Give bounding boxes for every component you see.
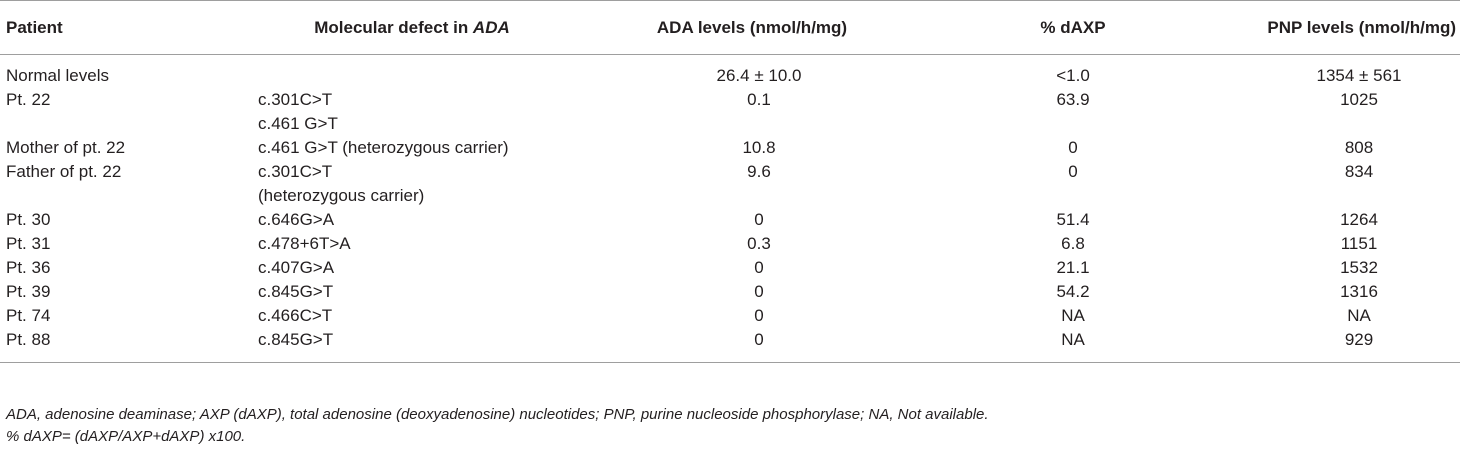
table-row — [0, 256, 1460, 280]
header-patient: Patient — [0, 1, 252, 55]
cell-pnp-level — [1214, 184, 1460, 208]
cell-ada-level — [572, 112, 932, 136]
cell-patient: Mother of pt. 22 — [6, 138, 126, 157]
cell-pnp-level: 1354 ± 561 — [1316, 66, 1402, 85]
footnote-formula: % dAXP= (dAXP/AXP+dAXP) x100. — [6, 428, 246, 445]
cell-pnp-level: 1151 — [1340, 234, 1378, 253]
cell-pnp-level — [1214, 112, 1460, 136]
cell-patient — [0, 112, 252, 136]
cell-ada-level: 9.6 — [747, 162, 771, 181]
cell-patient: Pt. 31 — [6, 234, 51, 253]
cell-pnp-level: NA — [1347, 306, 1371, 325]
cell-molecular-defect: c.301C>T — [258, 90, 333, 109]
table-row — [0, 304, 1460, 328]
cell-pnp-level: 1264 — [1340, 210, 1378, 229]
cell-ada-level: 26.4 ± 10.0 — [716, 66, 802, 85]
cell-daxp: 21.1 — [1056, 258, 1090, 277]
cell-daxp — [932, 184, 1214, 208]
cell-patient: Normal levels — [6, 66, 109, 85]
table-row — [0, 136, 1460, 160]
table-row — [0, 88, 1460, 112]
cell-daxp: 54.2 — [1056, 282, 1090, 301]
cell-patient — [0, 184, 252, 208]
cell-ada-level: 0.3 — [747, 234, 771, 253]
cell-patient: Pt. 74 — [6, 306, 51, 325]
header-pnp-levels: PNP levels (nmol/h/mg) — [1214, 1, 1460, 55]
header-defect-prefix: Molecular defect in — [314, 17, 473, 37]
cell-daxp: NA — [1061, 306, 1085, 325]
cell-ada-level: 10.8 — [742, 138, 776, 157]
cell-molecular-defect: c.478+6T>A — [258, 234, 351, 253]
cell-daxp: 0 — [1068, 162, 1078, 181]
cell-pnp-level: 1025 — [1340, 90, 1378, 109]
table-row — [0, 112, 1460, 136]
cell-patient: Pt. 88 — [0, 328, 252, 363]
table-row — [0, 232, 1460, 256]
cell-patient: Pt. 36 — [6, 258, 51, 277]
cell-ada-level: 0 — [754, 282, 764, 301]
cell-molecular-defect: c.466C>T — [258, 306, 333, 325]
cell-daxp — [932, 112, 1214, 136]
table-row — [0, 55, 1460, 89]
header-row — [0, 1, 1460, 55]
cell-patient: Pt. 22 — [6, 90, 51, 109]
cell-ada-level: 0.1 — [747, 90, 771, 109]
cell-pnp-level: 1532 — [1340, 258, 1378, 277]
cell-molecular-defect: c.646G>A — [258, 210, 335, 229]
cell-daxp: <1.0 — [1056, 66, 1090, 85]
cell-ada-level — [572, 184, 932, 208]
cell-molecular-defect: c.461 G>T (heterozygous carrier) — [258, 138, 509, 157]
cell-molecular-defect: c.407G>A — [258, 258, 335, 277]
cell-molecular-defect: (heterozygous carrier) — [258, 186, 425, 205]
cell-ada-level: 0 — [754, 306, 764, 325]
table-row — [0, 280, 1460, 304]
cell-daxp: 63.9 — [1056, 90, 1090, 109]
table-footnotes — [6, 404, 989, 448]
header-ada-levels: ADA levels (nmol/h/mg) — [572, 1, 932, 55]
table-row — [0, 184, 1460, 208]
header-daxp: % dAXP — [932, 1, 1214, 55]
cell-patient: Pt. 39 — [6, 282, 51, 301]
footnote-abbreviations: ADA, adenosine deaminase; AXP (dAXP), total adenosine (deoxyadenosine) nucleotides; PNP, purine nucleoside phosphorylase; NA, Not available. — [6, 406, 989, 423]
cell-pnp-level: 929 — [1214, 328, 1460, 363]
cell-patient: Father of pt. 22 — [6, 162, 122, 181]
cell-molecular-defect: c.845G>T — [258, 282, 334, 301]
cell-ada-level: 0 — [754, 258, 764, 277]
cell-daxp: 51.4 — [1056, 210, 1090, 229]
cell-pnp-level: 1316 — [1340, 282, 1378, 301]
cell-molecular-defect: c.845G>T — [252, 328, 572, 363]
cell-pnp-level: 808 — [1344, 138, 1374, 157]
cell-pnp-level: 834 — [1344, 162, 1374, 181]
header-defect-gene: ADA — [472, 17, 510, 37]
cell-daxp: 0 — [1068, 138, 1078, 157]
cell-ada-level: 0 — [572, 328, 932, 363]
table-row — [0, 328, 1460, 363]
cell-molecular-defect: c.301C>T — [258, 162, 333, 181]
table-row — [0, 160, 1460, 184]
cell-molecular-defect — [252, 55, 572, 89]
table-body — [0, 55, 1460, 363]
cell-ada-level: 0 — [754, 210, 764, 229]
cell-daxp: NA — [932, 328, 1214, 363]
header-molecular-defect — [252, 1, 572, 55]
table-row — [0, 208, 1460, 232]
table-header — [0, 1, 1460, 55]
cell-patient: Pt. 30 — [6, 210, 51, 229]
cell-molecular-defect: c.461 G>T — [258, 114, 338, 133]
cell-daxp: 6.8 — [1061, 234, 1085, 253]
